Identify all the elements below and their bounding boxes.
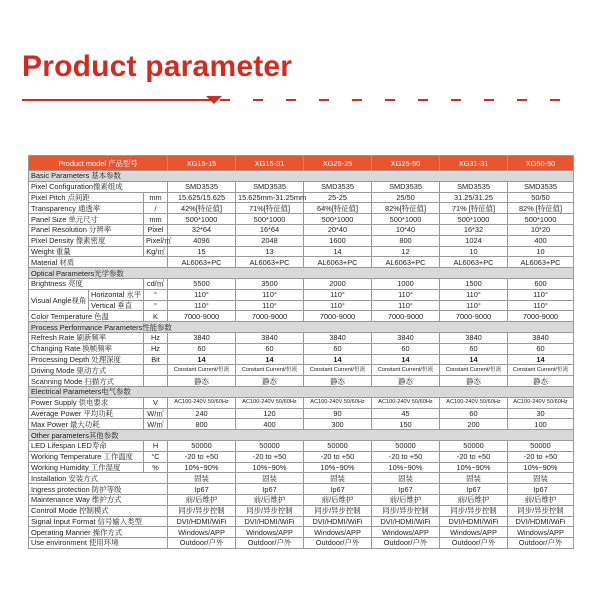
- table-row: [29, 527, 574, 538]
- value-cell: 90: [304, 408, 372, 419]
- section-row: [29, 322, 574, 333]
- row-unit: [144, 365, 168, 376]
- row-label: Color Temperature 色温: [29, 311, 144, 322]
- value-cell: 静态: [236, 376, 304, 387]
- value-cell: 50000: [168, 440, 236, 451]
- value-cell: 10%~90%: [168, 462, 236, 473]
- value-cell: 110°: [372, 300, 440, 311]
- value-cell: 3840: [304, 332, 372, 343]
- row-label: Processing Depth 处理深度: [29, 354, 144, 365]
- row-unit: Hz: [144, 332, 168, 343]
- value-cell: 10: [440, 246, 508, 257]
- value-cell: Constant Current/恒流: [304, 365, 372, 376]
- model-header: XG25-25: [304, 156, 372, 171]
- value-cell: AC100-240V 50/60Hz: [168, 397, 236, 408]
- table-row: [29, 192, 574, 203]
- row-label: Changing Rate 换帧频率: [29, 343, 144, 354]
- table-row: [29, 462, 574, 473]
- value-cell: 400: [508, 235, 574, 246]
- value-cell: 1000: [372, 278, 440, 289]
- value-cell: AL6063+PC: [508, 257, 574, 268]
- row-unit: °: [144, 300, 168, 311]
- value-cell: 110°: [304, 289, 372, 300]
- value-cell: 7000-9000: [236, 311, 304, 322]
- value-cell: 500*1000: [372, 214, 440, 225]
- value-cell: Constant Current/恒流: [440, 365, 508, 376]
- value-cell: 110°: [508, 289, 574, 300]
- value-cell: 50000: [508, 440, 574, 451]
- value-cell: 14: [304, 246, 372, 257]
- value-cell: Outdoor/户外: [168, 538, 236, 549]
- table-row: [29, 224, 574, 235]
- value-cell: 10*20: [508, 224, 574, 235]
- value-cell: 前/后维护: [372, 494, 440, 505]
- value-cell: 42%[特征值]: [168, 203, 236, 214]
- value-cell: 7000-9000: [440, 311, 508, 322]
- value-cell: 14: [236, 354, 304, 365]
- value-cell: 150: [372, 419, 440, 430]
- table-row: [29, 278, 574, 289]
- value-cell: 前/后维护: [508, 494, 574, 505]
- row-label: Use environment 使用环境: [29, 538, 168, 549]
- table-row: [29, 181, 574, 192]
- table-row: [29, 354, 574, 365]
- row-unit: Kg/㎡: [144, 246, 168, 257]
- table-row: [29, 408, 574, 419]
- value-cell: AL6063+PC: [236, 257, 304, 268]
- value-cell: AC100-240V 50/60Hz: [236, 397, 304, 408]
- value-cell: 110°: [508, 300, 574, 311]
- value-cell: 82%[特征值]: [372, 203, 440, 214]
- value-cell: 25/50: [372, 192, 440, 203]
- value-cell: 3840: [168, 332, 236, 343]
- row-label: Pixel Pitch 点间距: [29, 192, 144, 203]
- model-header: XG15-31: [236, 156, 304, 171]
- value-cell: Ip67: [508, 484, 574, 495]
- value-cell: Outdoor/户外: [372, 538, 440, 549]
- value-cell: AC100-240V 50/60Hz: [304, 397, 372, 408]
- value-cell: -20 to +50: [508, 451, 574, 462]
- value-cell: 45: [372, 408, 440, 419]
- value-cell: 静态: [304, 376, 372, 387]
- row-label: Ingress protection 防护等级: [29, 484, 168, 495]
- value-cell: 15: [168, 246, 236, 257]
- value-cell: Outdoor/户外: [236, 538, 304, 549]
- value-cell: 110°: [236, 300, 304, 311]
- table-row: [29, 376, 574, 387]
- value-cell: 800: [168, 419, 236, 430]
- value-cell: 10%~90%: [304, 462, 372, 473]
- value-cell: 同步/异步控制: [372, 505, 440, 516]
- value-cell: SMD3535: [304, 181, 372, 192]
- value-cell: 500*1000: [168, 214, 236, 225]
- section-title: Basic Parameters 基本参数: [29, 171, 574, 182]
- value-cell: 3840: [236, 332, 304, 343]
- value-cell: AC100-240V 50/60Hz: [440, 397, 508, 408]
- value-cell: DVI/HDMI/WiFi: [304, 516, 372, 527]
- value-cell: 110°: [440, 300, 508, 311]
- value-cell: 14: [372, 354, 440, 365]
- table-row: [29, 419, 574, 430]
- value-cell: 800: [372, 235, 440, 246]
- value-cell: 14: [508, 354, 574, 365]
- heading-divider: [22, 96, 578, 104]
- value-cell: Outdoor/户外: [508, 538, 574, 549]
- value-cell: 110°: [372, 289, 440, 300]
- value-cell: 100: [508, 419, 574, 430]
- row-label: LED Lifespan LED寿命: [29, 440, 144, 451]
- value-cell: 3840: [508, 332, 574, 343]
- value-cell: 71%[特征值]: [236, 203, 304, 214]
- value-cell: 15.625mm-31.25mm: [236, 192, 304, 203]
- value-cell: Constant Current/恒流: [372, 365, 440, 376]
- row-label: Pixel Configuration像素组成: [29, 181, 168, 192]
- row-unit: K: [144, 311, 168, 322]
- row-unit: /: [144, 203, 168, 214]
- section-title: Electrical Parameters电气参数: [29, 386, 574, 397]
- value-cell: 500*1000: [440, 214, 508, 225]
- row-unit: Pixel/㎡: [144, 235, 168, 246]
- table-row: [29, 300, 574, 311]
- value-cell: 12: [372, 246, 440, 257]
- value-cell: Windows/APP: [440, 527, 508, 538]
- section-row: [29, 268, 574, 279]
- value-cell: 110°: [440, 289, 508, 300]
- value-cell: 300: [304, 419, 372, 430]
- spec-table: [28, 155, 574, 549]
- row-unit: [144, 376, 168, 387]
- value-cell: Ip67: [440, 484, 508, 495]
- value-cell: 14: [304, 354, 372, 365]
- section-row: [29, 386, 574, 397]
- value-cell: Ip67: [168, 484, 236, 495]
- model-header: XG15-15: [168, 156, 236, 171]
- value-cell: DVI/HDMI/WiFi: [440, 516, 508, 527]
- row-label: Visual Angle视角: [29, 289, 89, 311]
- table-row: [29, 332, 574, 343]
- value-cell: 110°: [168, 289, 236, 300]
- row-unit: Hz: [144, 343, 168, 354]
- value-cell: 前/后维护: [304, 494, 372, 505]
- value-cell: AC100-240V 50/60Hz: [372, 397, 440, 408]
- row-label: Power Supply 供电要求: [29, 397, 144, 408]
- value-cell: -20 to +50: [168, 451, 236, 462]
- table-row: [29, 235, 574, 246]
- value-cell: 1024: [440, 235, 508, 246]
- page-heading: Product parameter: [22, 50, 293, 83]
- value-cell: 2000: [304, 278, 372, 289]
- table-row: [29, 246, 574, 257]
- table-row: [29, 343, 574, 354]
- row-unit: W/㎡: [144, 408, 168, 419]
- row-label: Material 材质: [29, 257, 168, 268]
- section-title: Process Performance Parameters性能参数: [29, 322, 574, 333]
- value-cell: 25-25: [304, 192, 372, 203]
- value-cell: Windows/APP: [236, 527, 304, 538]
- section-row: [29, 171, 574, 182]
- value-cell: 3500: [236, 278, 304, 289]
- section-row: [29, 430, 574, 441]
- value-cell: 7000-9000: [372, 311, 440, 322]
- value-cell: 10*40: [372, 224, 440, 235]
- value-cell: Outdoor/户外: [440, 538, 508, 549]
- table-row: [29, 203, 574, 214]
- value-cell: AL6063+PC: [304, 257, 372, 268]
- value-cell: 50000: [236, 440, 304, 451]
- row-unit: H: [144, 440, 168, 451]
- value-cell: 120: [236, 408, 304, 419]
- value-cell: 600: [508, 278, 574, 289]
- value-cell: 同步/异步控制: [440, 505, 508, 516]
- value-cell: 3840: [372, 332, 440, 343]
- value-cell: 15.625/15.625: [168, 192, 236, 203]
- value-cell: 110°: [236, 289, 304, 300]
- value-cell: 110°: [304, 300, 372, 311]
- row-label: Transparency 通透率: [29, 203, 144, 214]
- row-label: Signal Input Format 信号输入类型: [29, 516, 168, 527]
- row-unit: V: [144, 397, 168, 408]
- value-cell: 2048: [236, 235, 304, 246]
- value-cell: 静态: [508, 376, 574, 387]
- value-cell: 110°: [168, 300, 236, 311]
- row-unit: Pixel: [144, 224, 168, 235]
- row-unit: Bit: [144, 354, 168, 365]
- value-cell: 20*40: [304, 224, 372, 235]
- value-cell: 前/后维护: [168, 494, 236, 505]
- value-cell: 固装: [304, 473, 372, 484]
- value-cell: 500*1000: [236, 214, 304, 225]
- model-header: XG50-50: [508, 156, 574, 171]
- value-cell: -20 to +50: [440, 451, 508, 462]
- table-row: [29, 451, 574, 462]
- value-cell: Ip67: [236, 484, 304, 495]
- value-cell: 1600: [304, 235, 372, 246]
- row-label: Pixel Density 像素密度: [29, 235, 144, 246]
- value-cell: Windows/APP: [372, 527, 440, 538]
- row-label: Working Humidity 工作湿度: [29, 462, 144, 473]
- value-cell: 31.25/31.25: [440, 192, 508, 203]
- value-cell: 60: [440, 343, 508, 354]
- value-cell: -20 to +50: [236, 451, 304, 462]
- value-cell: 50000: [440, 440, 508, 451]
- value-cell: 固装: [168, 473, 236, 484]
- value-cell: AL6063+PC: [168, 257, 236, 268]
- row-unit: °C: [144, 451, 168, 462]
- section-title: Other parameters其他参数: [29, 430, 574, 441]
- value-cell: 14: [440, 354, 508, 365]
- value-cell: 50000: [304, 440, 372, 451]
- row-unit: %: [144, 462, 168, 473]
- value-cell: Windows/APP: [168, 527, 236, 538]
- value-cell: 500*1000: [304, 214, 372, 225]
- sub-row-label: Horizontal 水平: [89, 289, 144, 300]
- table-row: [29, 365, 574, 376]
- value-cell: DVI/HDMI/WiFi: [168, 516, 236, 527]
- value-cell: 32*64: [168, 224, 236, 235]
- row-label: Operating Manner 操作方式: [29, 527, 168, 538]
- value-cell: 7000-9000: [168, 311, 236, 322]
- value-cell: 静态: [168, 376, 236, 387]
- value-cell: 静态: [440, 376, 508, 387]
- value-cell: 200: [440, 419, 508, 430]
- row-unit: mm: [144, 192, 168, 203]
- value-cell: 10%~90%: [236, 462, 304, 473]
- value-cell: 固装: [372, 473, 440, 484]
- value-cell: SMD3535: [508, 181, 574, 192]
- value-cell: 13: [236, 246, 304, 257]
- value-cell: AC100-240V 50/60Hz: [508, 397, 574, 408]
- table-row: [29, 538, 574, 549]
- value-cell: 1500: [440, 278, 508, 289]
- value-cell: 固装: [508, 473, 574, 484]
- row-unit: cd/㎡: [144, 278, 168, 289]
- value-cell: 60: [440, 408, 508, 419]
- value-cell: 10%~90%: [508, 462, 574, 473]
- row-label: Average Power 平均功耗: [29, 408, 144, 419]
- row-label: Scanning Mode 扫描方式: [29, 376, 144, 387]
- value-cell: SMD3535: [440, 181, 508, 192]
- value-cell: 30: [508, 408, 574, 419]
- value-cell: Constant Current/恒流: [168, 365, 236, 376]
- value-cell: 60: [304, 343, 372, 354]
- row-unit: °: [144, 289, 168, 300]
- table-row: [29, 494, 574, 505]
- row-label: Panel Size 单元尺寸: [29, 214, 144, 225]
- value-cell: -20 to +50: [372, 451, 440, 462]
- value-cell: 400: [236, 419, 304, 430]
- value-cell: Outdoor/户外: [304, 538, 372, 549]
- value-cell: 7000-9000: [508, 311, 574, 322]
- row-label: Working Temperature 工作温度: [29, 451, 144, 462]
- value-cell: Constant Current/恒流: [508, 365, 574, 376]
- value-cell: 10%~90%: [440, 462, 508, 473]
- value-cell: 7000-9000: [304, 311, 372, 322]
- value-cell: 60: [372, 343, 440, 354]
- row-label: Maintenance Way 维护方式: [29, 494, 168, 505]
- value-cell: 5500: [168, 278, 236, 289]
- row-unit: mm: [144, 214, 168, 225]
- value-cell: Windows/APP: [304, 527, 372, 538]
- sub-row-label: Vertical 垂直: [89, 300, 144, 311]
- table-row: [29, 505, 574, 516]
- table-row: [29, 516, 574, 527]
- value-cell: 固装: [236, 473, 304, 484]
- value-cell: 82% [特征值]: [508, 203, 574, 214]
- value-cell: -20 to +50: [304, 451, 372, 462]
- value-cell: 14: [168, 354, 236, 365]
- table-row: [29, 257, 574, 268]
- value-cell: 60: [508, 343, 574, 354]
- table-row: [29, 473, 574, 484]
- value-cell: Ip67: [372, 484, 440, 495]
- row-label: Refresh Rate 刷新频率: [29, 332, 144, 343]
- value-cell: Ip67: [304, 484, 372, 495]
- value-cell: 500*1000: [508, 214, 574, 225]
- value-cell: SMD3535: [236, 181, 304, 192]
- value-cell: SMD3535: [168, 181, 236, 192]
- table-row: [29, 397, 574, 408]
- table-row: [29, 311, 574, 322]
- table-row: [29, 440, 574, 451]
- value-cell: 10: [508, 246, 574, 257]
- table-row: [29, 484, 574, 495]
- value-cell: 60: [168, 343, 236, 354]
- table-header-row: [29, 156, 574, 171]
- value-cell: AL6063+PC: [372, 257, 440, 268]
- row-label: Installation 安装方式: [29, 473, 168, 484]
- value-cell: 前/后维护: [440, 494, 508, 505]
- value-cell: 同步/异步控制: [236, 505, 304, 516]
- value-cell: 10%~90%: [372, 462, 440, 473]
- table-row: [29, 214, 574, 225]
- value-cell: 16*64: [236, 224, 304, 235]
- value-cell: DVI/HDMI/WiFi: [372, 516, 440, 527]
- value-cell: 4096: [168, 235, 236, 246]
- model-header: XG25-50: [372, 156, 440, 171]
- row-unit: W/㎡: [144, 419, 168, 430]
- value-cell: 50000: [372, 440, 440, 451]
- value-cell: 同步/异步控制: [168, 505, 236, 516]
- value-cell: 64%[特征值]: [304, 203, 372, 214]
- value-cell: 同步/异步控制: [508, 505, 574, 516]
- value-cell: 前/后维护: [236, 494, 304, 505]
- row-label: Weight 重量: [29, 246, 144, 257]
- row-label: Panel Resolution 分辨率: [29, 224, 144, 235]
- row-label: Max Power 最大功耗: [29, 419, 144, 430]
- value-cell: 静态: [372, 376, 440, 387]
- value-cell: SMD3535: [372, 181, 440, 192]
- value-cell: 50/50: [508, 192, 574, 203]
- value-cell: Windows/APP: [508, 527, 574, 538]
- table-row: [29, 289, 574, 300]
- row-label: Controll Mode 控制模式: [29, 505, 168, 516]
- value-cell: 16*32: [440, 224, 508, 235]
- value-cell: AL6063+PC: [440, 257, 508, 268]
- value-cell: 60: [236, 343, 304, 354]
- value-cell: DVI/HDMI/WiFi: [508, 516, 574, 527]
- model-header: XG31-31: [440, 156, 508, 171]
- value-cell: DVI/HDMI/WiFi: [236, 516, 304, 527]
- value-cell: 71% [特征值]: [440, 203, 508, 214]
- value-cell: 固装: [440, 473, 508, 484]
- row-label: Driving Mode 驱动方式: [29, 365, 144, 376]
- value-cell: 240: [168, 408, 236, 419]
- row-label: Brightness 亮度: [29, 278, 144, 289]
- value-cell: 3840: [440, 332, 508, 343]
- section-title: Optical Parameters光学参数: [29, 268, 574, 279]
- value-cell: 同步/异步控制: [304, 505, 372, 516]
- value-cell: Constant Current/恒流: [236, 365, 304, 376]
- header-label: Product model 产品型号: [29, 156, 168, 171]
